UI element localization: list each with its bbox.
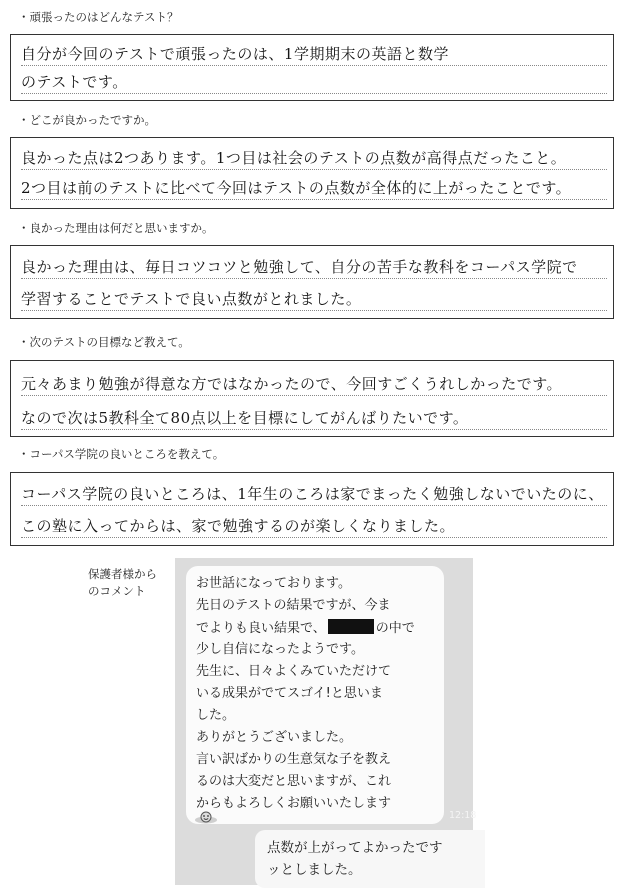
answer-line: 2つ目は前のテストに比べて今回はテストの点数が全体的に上がったことです。 [21, 177, 607, 200]
message-line: ありがとうございました。 [196, 730, 353, 745]
question-label-1: ・頑張ったのはどんなテスト？ [18, 10, 179, 24]
message-line: した。 [196, 708, 236, 723]
question-label-3: ・良かった理由は何だと思いますか。 [18, 221, 214, 235]
parent-comment-label [88, 566, 157, 600]
message-text: でよりも良い結果で、 [196, 621, 326, 636]
parent-comment-label-line2: のコメント [88, 584, 146, 598]
answer-line: 自分が今回のテストで頑張ったのは、1学期期末の英語と数学 [21, 43, 607, 66]
outgoing-message-bubble [255, 830, 485, 888]
answer-box-3 [10, 245, 614, 319]
message-line: からもよろしくお願いいたします [196, 796, 392, 811]
answer-line: なので次は5教科全て80点以上を目標にしてがんばりたいです。 [21, 407, 607, 430]
message-line [196, 619, 415, 637]
answer-box-5 [10, 472, 614, 546]
message-timestamp: 12:18 [449, 810, 477, 821]
answer-box-2 [10, 137, 614, 209]
message-line: るのは大変だと思いますが、これ [196, 774, 392, 789]
message-line: ッとしました。 [267, 862, 362, 878]
message-line: お世話になっております。 [196, 576, 351, 591]
answer-line: 学習することでテストで良い点数がとれました。 [21, 288, 607, 311]
parent-comment-label-line1: 保護者様から [88, 567, 157, 581]
answer-line: コーパス学院の良いところは、1年生のころは家でまったく勉強しないでいたのに、 [21, 483, 607, 506]
answer-line: 元々あまり勉強が得意な方ではなかったので、今回すごくうれしかったです。 [21, 373, 607, 396]
emoji-sticker-icon [194, 810, 218, 824]
answer-line: この塾に入ってからは、家で勉強するのが楽しくなりました。 [21, 515, 607, 538]
chat-screenshot [175, 558, 477, 885]
message-line: 点数が上がってよかったです [267, 840, 443, 856]
message-line: 少し自信になったようです。 [196, 642, 364, 657]
answer-line: 良かった点は2つあります。1つ目は社会のテストの点数が高得点だったこと。 [21, 147, 607, 170]
message-line: 先生に、日々よくみていただけて [196, 664, 392, 679]
question-label-2: ・どこが良かったですか。 [18, 113, 156, 127]
redaction-bar [328, 619, 374, 634]
question-label-5: ・コーパス学院の良いところを教えて。 [18, 447, 225, 461]
answer-box-1 [10, 34, 614, 101]
message-line: いる成果がでてスゴイ!と思いま [196, 686, 383, 701]
question-label-4: ・次のテストの目標など教えて。 [18, 335, 190, 349]
answer-box-4 [10, 360, 614, 437]
incoming-message-bubble [186, 566, 444, 824]
message-line: 言い訳ばかりの生意気な子を教え [196, 752, 392, 767]
message-line: 先日のテストの結果ですが、今ま [196, 598, 391, 613]
answer-line: のテストです。 [21, 71, 607, 94]
message-text: の中で [375, 621, 415, 636]
answer-line: 良かった理由は、毎日コツコツと勉強して、自分の苦手な教科をコーパス学院で [21, 256, 607, 279]
